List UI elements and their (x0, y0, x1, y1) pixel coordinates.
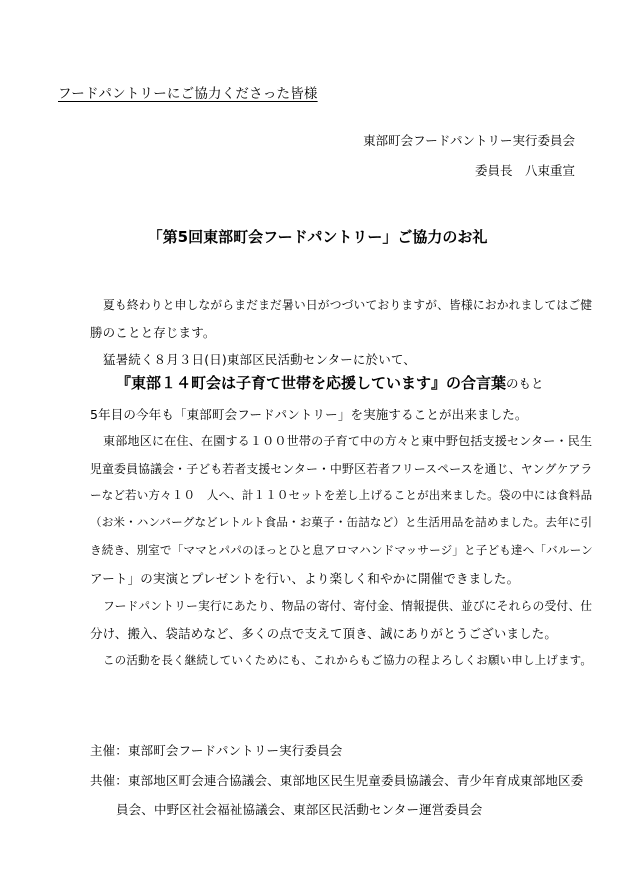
letter-title: 「第5回東部町会フードパントリー」ご協力のお礼 (147, 228, 488, 246)
body-paragraph-1-line-2: 勝のことと存じます。 (90, 325, 216, 340)
body-paragraph-2-line-2: 5年目の今年も「東部町会フードパントリー」を実施することが出来ました。 (90, 407, 528, 422)
slogan (116, 372, 544, 393)
addressee: フードパントリーにご協力くださった皆様 (58, 86, 318, 102)
cohost-credit-line-1: 共催：東部地区町会連合協議会、東部地区民生児童委員協議会、青少年育成東部地区委 (90, 773, 584, 788)
body-paragraph-5-line-1: この活動を長く継続していくためにも、これからもご協力の程よろしくお願い申し上げます。 (103, 653, 593, 667)
body-paragraph-3-line-1: 東部地区に在住、在園する１００世帯の子育て中の方々と東中野包括支援センター・民生 (103, 434, 593, 448)
body-paragraph-4-line-1: フードパントリー実行にあたり、物品の寄付、寄付金、情報提供、並びにそれらの受付、仕 (103, 599, 593, 613)
sender-chairperson: 委員長 八束重宣 (474, 163, 575, 178)
host-credit: 主催：東部町会フードパントリー実行委員会 (90, 743, 343, 758)
body-paragraph-3-line-2: 児童委員協議会・子ども若者支援センター・中野区若者フリースペースを通じ、ヤングケアラ (90, 462, 593, 476)
sender-organization: 東部町会フードパントリー実行委員会 (363, 133, 575, 148)
body-paragraph-3-line-6: アート」の実演とプレゼントを行い、より楽しく和やかに開催できました。 (90, 571, 520, 586)
body-paragraph-3-line-3: ーなど若い方々１０ 人へ、計１１０セットを差し上げることが出来ました。袋の中には食料品 (90, 488, 593, 502)
slogan-text: 『東部１４町会は子育て世帯を応援しています』の合言葉 (116, 374, 507, 392)
body-paragraph-3-line-5: き続き、別室で「ママとパパのほっとひと息アロマハンドマッサージ」と子ども達へ「バルーン (90, 543, 593, 557)
slogan-suffix: のもと (506, 376, 544, 391)
body-paragraph-2-line-1: 猛暑続く８月３日(日)東部区民活動センターに於いて、 (103, 352, 416, 367)
cohost-credit-line-2: 員会、中野区社会福祉協議会、東部区民活動センター運営委員会 (116, 802, 483, 817)
body-paragraph-4-line-2: 分け、搬入、袋詰めなど、多くの点で支えて頂き、誠にありがとうございました。 (90, 626, 558, 641)
body-paragraph-3-line-4: （お米・ハンバーグなどレトルト食品・お菓子・缶詰など）と生活用品を詰めました。去年に引 (90, 515, 593, 529)
body-paragraph-1-line-1: 夏も終わりと申しながらまだまだ暑い日がつづいておりますが、皆様におかれましてはご健 (103, 298, 593, 312)
